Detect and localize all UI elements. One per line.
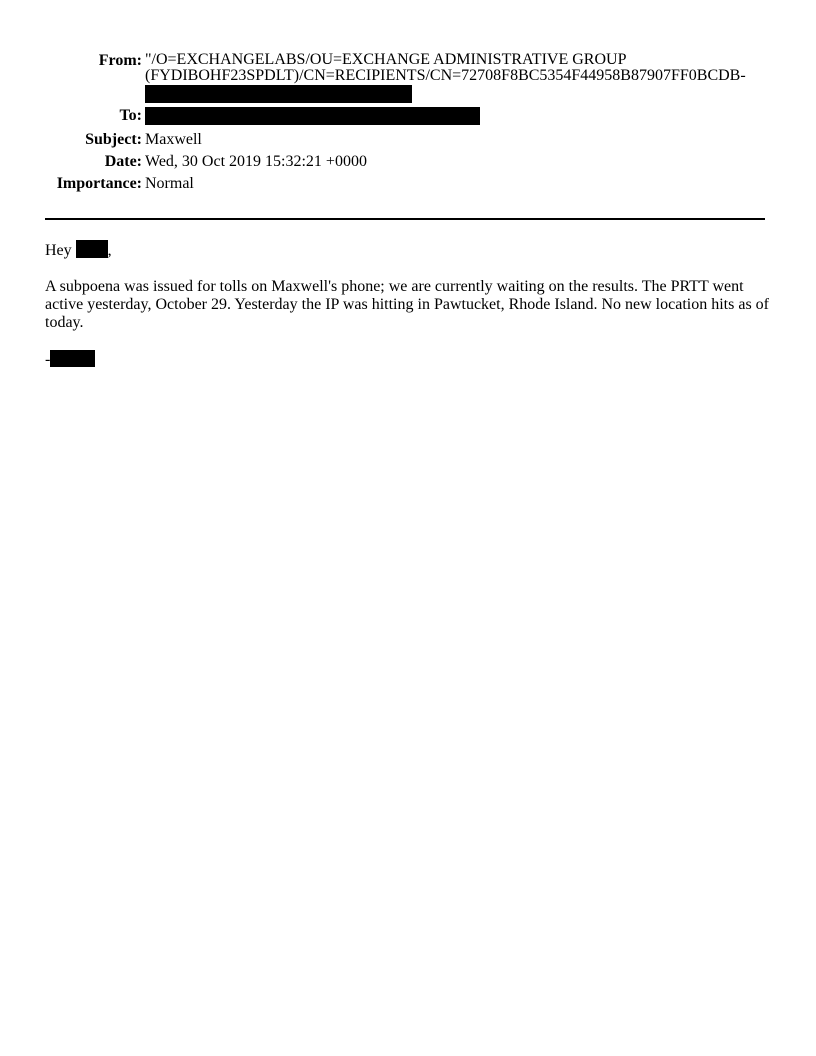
date-value: Wed, 30 Oct 2019 15:32:21 +0000 — [145, 153, 367, 170]
from-address-line-2: (FYDIBOHF23SPDLT)/CN=RECIPIENTS/CN=72708F8BC5354F44958B87907FF0BCDB- — [145, 67, 746, 84]
message-paragraph: A subpoena was issued for tolls on Maxwell's phone; we are currently waiting on the results. The PRTT went active yesterday, October 29. Yesterday the IP was hitting in Pawtucket, Rhode Island. No new location hits as of today. — [45, 278, 769, 331]
from-row — [0, 52, 780, 103]
subject-label: Subject: — [85, 131, 142, 148]
date-row — [0, 153, 780, 171]
signature-prefix: - — [45, 351, 51, 368]
subject-row — [0, 131, 780, 149]
from-label: From: — [98, 52, 142, 69]
to-label: To: — [119, 107, 142, 124]
email-header — [0, 52, 780, 197]
to-value — [145, 107, 780, 127]
from-redaction — [145, 85, 412, 103]
header-divider — [45, 218, 765, 220]
importance-label: Importance: — [56, 175, 142, 192]
subject-value: Maxwell — [145, 131, 202, 148]
importance-row — [0, 175, 780, 193]
email-body — [45, 240, 775, 387]
date-label: Date: — [104, 153, 142, 170]
from-value — [145, 52, 780, 103]
from-address-line-1: "/O=EXCHANGELABS/OU=EXCHANGE ADMINISTRATIVE GROUP — [145, 51, 627, 68]
importance-value: Normal — [145, 175, 194, 192]
greeting-prefix: Hey — [45, 242, 72, 259]
signature-line — [45, 350, 775, 369]
signature-redaction — [50, 350, 95, 367]
greeting-line — [45, 240, 775, 260]
recipient-name-redaction — [76, 240, 108, 258]
to-row — [0, 107, 780, 127]
greeting-suffix: , — [107, 242, 112, 259]
to-redaction — [145, 107, 480, 125]
